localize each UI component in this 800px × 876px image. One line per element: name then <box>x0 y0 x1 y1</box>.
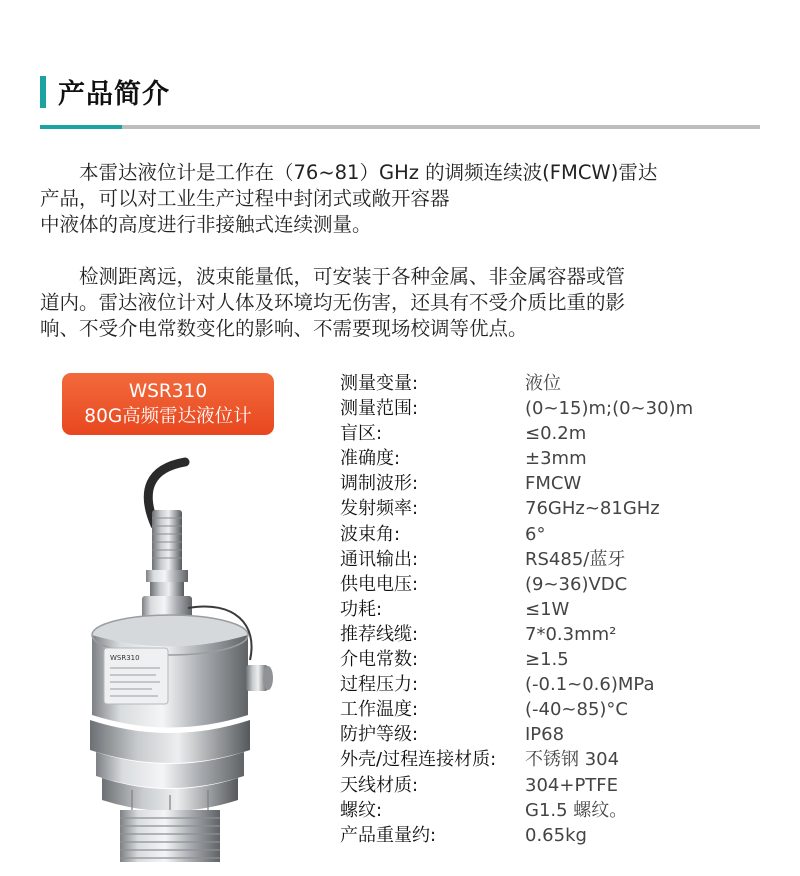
title-divider <box>40 125 760 129</box>
spec-label: 盲区: <box>340 423 383 445</box>
spec-label: 外壳/过程连接材质: <box>340 749 497 771</box>
intro-line: 检测距离远，波束能量低，可安装于各种金属、非金属容器或管 <box>40 265 626 288</box>
spec-value: 304+PTFE <box>525 774 619 796</box>
intro-line: 本雷达液位计是工作在（76~81）GHz 的调频连续波(FMCW)雷达 <box>40 161 658 184</box>
title-divider-accent <box>40 125 122 129</box>
spec-label: 测量变量: <box>340 373 419 394</box>
spec-value: IP68 <box>525 724 565 746</box>
product-name: 80G高频雷达液位计 <box>84 406 252 427</box>
spec-value: (-40~85)°C <box>525 699 628 721</box>
spec-value: ±3mm <box>525 448 587 470</box>
spec-label: 通讯输出: <box>340 548 419 570</box>
section-title: 产品简介 <box>58 79 170 110</box>
spec-value: (0~15)m;(0~30)m <box>525 398 694 420</box>
intro-line: 中液体的高度进行非接触式连续测量。 <box>40 213 372 236</box>
nameplate-text: WSR310 <box>110 654 140 662</box>
intro-line: 响、不受介电常数变化的影响、不需要现场校调等优点。 <box>40 317 528 340</box>
product-badge <box>62 373 274 435</box>
spec-value: FMCW <box>525 473 582 495</box>
spec-label: 供电电压: <box>340 573 419 595</box>
spec-value: 7*0.3mm² <box>525 623 617 645</box>
spec-label: 调制波形: <box>340 473 419 495</box>
spec-label: 波束角: <box>340 523 401 545</box>
spec-value: 不锈钢 304 <box>525 749 620 771</box>
intro-line: 产品，可以对工业生产过程中封闭式或敞开容器 <box>40 187 450 210</box>
spec-value: 0.65kg <box>525 824 587 846</box>
spec-label: 防护等级: <box>340 724 419 746</box>
spec-label: 产品重量约: <box>340 824 437 846</box>
intro-line: 道内。雷达液位计对人体及环境均无伤害，还具有不受介质比重的影 <box>40 291 626 314</box>
spec-label: 测量范围: <box>340 398 419 420</box>
spec-value: (-0.1~0.6)MPa <box>525 674 655 696</box>
spec-label: 工作温度: <box>340 699 419 721</box>
intro-paragraph-1 <box>40 160 764 238</box>
spec-label: 准确度: <box>340 448 401 470</box>
spec-value: RS485/蓝牙 <box>525 548 626 570</box>
spec-label: 天线材质: <box>340 774 419 796</box>
spec-label: 螺纹: <box>340 799 383 821</box>
spec-value: ≤0.2m <box>525 423 587 445</box>
spec-label: 功耗: <box>340 598 383 620</box>
spec-label: 介电常数: <box>340 649 419 671</box>
spec-label: 推荐线缆: <box>340 623 419 645</box>
spec-value: 液位 <box>525 373 561 394</box>
spec-value: ≤1W <box>525 598 570 620</box>
spec-value: G1.5 螺纹。 <box>525 799 628 821</box>
intro-paragraph-2 <box>40 264 764 342</box>
spec-label: 发射频率: <box>340 498 419 520</box>
radar-level-meter-image <box>60 450 300 870</box>
spec-value: 6° <box>525 523 546 545</box>
spec-value: (9~36)VDC <box>525 573 628 595</box>
spec-label: 过程压力: <box>340 674 419 696</box>
title-accent-bar <box>40 76 46 108</box>
spec-value: 76GHz~81GHz <box>525 498 660 520</box>
product-model: WSR310 <box>128 381 208 402</box>
spec-value: ≥1.5 <box>525 649 569 671</box>
